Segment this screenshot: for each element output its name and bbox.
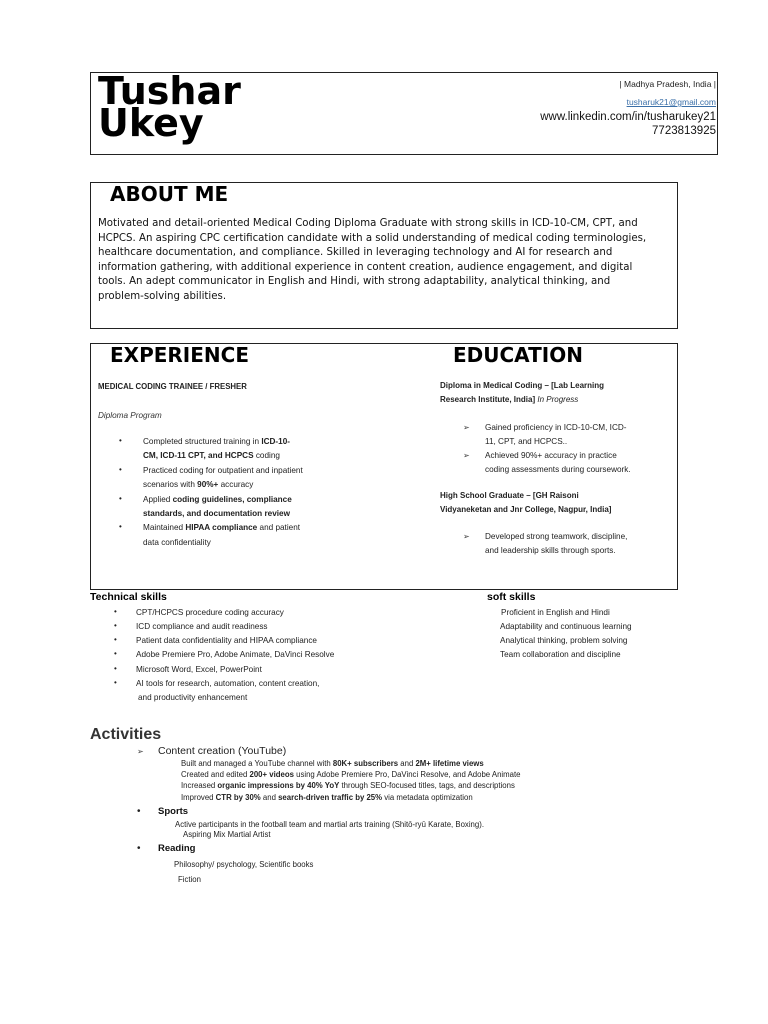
- education-school-line2: Vidyaneketan and Jnr College, Nagpur, India]: [440, 505, 612, 514]
- bullet-dot: •: [114, 678, 117, 687]
- tech-skill-3: Patient data confidentiality and HIPAA compliance: [136, 636, 317, 645]
- arrow-bullet-icon: ➢: [463, 451, 470, 460]
- tech-skill-4: Adobe Premiere Pro, Adobe Animate, DaVinci Resolve: [136, 650, 335, 659]
- bullet-dot: •: [119, 465, 122, 474]
- phone-number: 7723813925: [652, 125, 716, 137]
- activity-sports-title: Sports: [158, 806, 189, 817]
- technical-skills-title: Technical skills: [90, 591, 167, 603]
- reading-line-1: Philosophy/ psychology, Scientific books: [174, 860, 314, 869]
- education-diploma-line1: Diploma in Medical Coding – [Lab Learning: [440, 381, 605, 390]
- activity-youtube-title: Content creation (YouTube): [158, 745, 287, 757]
- experience-role: MEDICAL CODING TRAINEE / FRESHER: [98, 382, 247, 391]
- soft-skill-4: Team collaboration and discipline: [500, 650, 621, 659]
- youtube-line-1: Built and managed a YouTube channel with 80K+ subscribers and 2M+ lifetime views: [181, 759, 484, 768]
- arrow-bullet-icon: ➢: [463, 532, 470, 541]
- linkedin-url[interactable]: www.linkedin.com/in/tusharukey21: [540, 111, 716, 123]
- experience-bullet-3-line2: standards, and documentation review: [143, 509, 290, 518]
- sports-line-2: Aspiring Mix Martial Artist: [183, 830, 271, 839]
- soft-skill-3: Analytical thinking, problem solving: [500, 636, 628, 645]
- education-diploma-bullet-1-l2: 11, CPT, and HCPCS..: [485, 437, 568, 446]
- tech-skill-6: AI tools for research, automation, content creation,: [136, 679, 320, 688]
- bullet-dot: •: [114, 621, 117, 630]
- education-school-bullet-1-l1: Developed strong teamwork, discipline,: [485, 532, 628, 541]
- experience-title: EXPERIENCE: [110, 343, 249, 367]
- soft-skills-title: soft skills: [487, 591, 536, 603]
- education-diploma-line2: Research Institute, India] In Progress: [440, 395, 579, 404]
- bullet-dot: •: [137, 806, 141, 817]
- bullet-dot: •: [137, 843, 141, 854]
- experience-program: Diploma Program: [98, 411, 162, 420]
- education-diploma-bullet-1-l1: Gained proficiency in ICD-10-CM, ICD-: [485, 423, 627, 432]
- bullet-dot: •: [119, 522, 122, 531]
- first-name: Tushar: [98, 69, 241, 113]
- activity-reading-title: Reading: [158, 843, 196, 854]
- soft-skill-1: Proficient in English and Hindi: [501, 608, 610, 617]
- arrow-bullet-icon: ➢: [137, 747, 144, 756]
- bullet-dot: •: [114, 664, 117, 673]
- education-school-line1: High School Graduate – [GH Raisoni: [440, 491, 579, 500]
- bullet-dot: •: [119, 494, 122, 503]
- bullet-dot: •: [114, 649, 117, 658]
- education-title: EDUCATION: [453, 343, 583, 367]
- education-status: In Progress: [537, 395, 579, 404]
- bullet-dot: •: [114, 607, 117, 616]
- youtube-line-3: Increased organic impressions by 40% YoY through SEO-focused titles, tags, and descriptions: [181, 781, 515, 790]
- experience-bullet-1-line1: Completed structured training in ICD-10-: [143, 437, 290, 446]
- tech-skill-2: ICD compliance and audit readiness: [136, 622, 268, 631]
- bullet-dot: •: [119, 436, 122, 445]
- education-school-bullet-1-l2: and leadership skills through sports.: [485, 546, 616, 555]
- activities-title: Activities: [90, 726, 162, 743]
- education-diploma-bullet-2-l2: coding assessments during coursework.: [485, 465, 631, 474]
- experience-bullet-4-line1: Maintained HIPAA compliance and patient: [143, 523, 301, 532]
- experience-bullet-3-line1: Applied coding guidelines, compliance: [143, 495, 292, 504]
- experience-bullet-2-line1: Practiced coding for outpatient and inpatient: [143, 466, 303, 475]
- tech-skill-5: Microsoft Word, Excel, PowerPoint: [136, 665, 262, 674]
- location: | Madhya Pradesh, India |: [619, 79, 716, 89]
- about-title: ABOUT ME: [110, 182, 229, 206]
- experience-bullet-1-line2: CM, ICD-11 CPT, and HCPCS coding: [143, 451, 280, 460]
- experience-bullet-2-line2: scenarios with 90%+ accuracy: [143, 480, 254, 489]
- education-diploma-bullet-2-l1: Achieved 90%+ accuracy in practice: [485, 451, 617, 460]
- reading-line-2: Fiction: [178, 875, 201, 884]
- arrow-bullet-icon: ➢: [463, 423, 470, 432]
- experience-bullet-4-line2: data confidentiality: [143, 538, 211, 547]
- youtube-line-4: Improved CTR by 30% and search-driven traffic by 25% via metadata optimization: [181, 793, 473, 802]
- soft-skill-2: Adaptability and continuous learning: [500, 622, 632, 631]
- tech-skill-6-continuation: and productivity enhancement: [138, 693, 248, 702]
- tech-skill-1: CPT/HCPCS procedure coding accuracy: [136, 608, 284, 617]
- bullet-dot: •: [114, 635, 117, 644]
- about-text: Motivated and detail-oriented Medical Coding Diploma Graduate with strong skills in ICD-10-CM, CPT, and HCPCS. An aspiring CPC certification candidate with a solid understanding of medical coding terminologies, healthcare documentation, and compliance. Skilled in leveraging technology and AI for research and information gathering, with additional experience in content creation, audience engagement, and digital tools. An adept communicator in English and Hindi, with strong adaptability, analytical thinking, and problem-solving abilities.: [98, 218, 647, 302]
- sports-line-1: Active participants in the football team and martial arts training (Shitō-ryū Karate, Boxing).: [175, 820, 484, 829]
- last-name: Ukey: [98, 101, 204, 145]
- email-link[interactable]: tusharuk21@gmail.com: [626, 97, 716, 107]
- youtube-line-2: Created and edited 200+ videos using Adobe Premiere Pro, DaVinci Resolve, and Adobe Animate: [181, 770, 521, 779]
